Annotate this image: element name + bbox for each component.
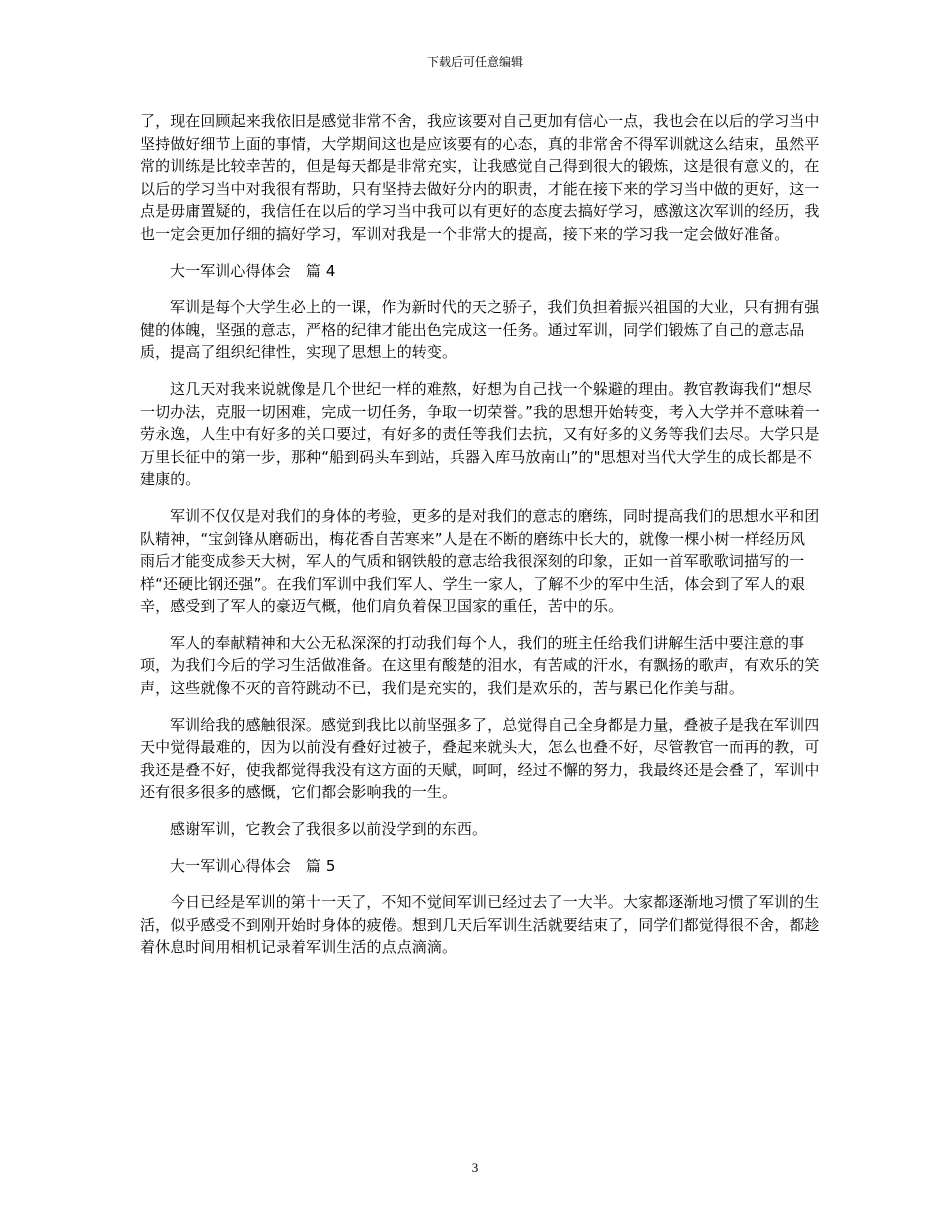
section-heading: 大一军训心得体会 篇 4	[170, 261, 336, 280]
paragraph: 今日已经是军训的第十一天了，不知不觉间军训已经过去了一大半。大家都逐渐地习惯了军训的生活，似乎感受不到刚开始时身体的疲倦。想到几天后军训生活就要结束了，同学们都觉得很不舍，都趁着休息时间用相机记录着军训生活的点点滴滴。	[140, 893, 820, 957]
paragraph: 了，现在回顾起来我依旧是感觉非常不舍，我应该要对自己更加有信心一点，我也会在以后的学习当中坚持做好细节上面的事情，大学期间这也是应该要有的心态，真的非常舍不得军训就这么结束，虽然平常的训练是比较幸苦的，但是每天都是非常充实，让我感觉自己得到很大的锻炼，这是很有意义的，在以后的学习当中对我很有帮助，只有坚持去做好分内的职责，才能在接下来的学习当中做的更好，这一点是毋庸置疑的，我信任在以后的学习当中我可以有更好的态度去搞好学习，感激这次军训的经历，我也一定会更加仔细的搞好学习，军训对我是一个非常大的提高，接下来的学习我一定会做好准备。	[140, 112, 820, 243]
paragraph: 这几天对我来说就像是几个世纪一样的难熬，好想为自己找一个躲避的理由。教官教诲我们“想尽一切办法，克服一切困难，完成一切任务，争取一切荣誉。”我的思想开始转变，考入大学并不意味着一劳永逸，人生中有好多的关口要过，有好多的责任等我们去抗，又有好多的义务等我们去尽。大学只是万里长征中的第一步，那种“船到码头车到站，兵器入库马放南山”的"思想对当代大学生的成长都是不建康的。	[140, 379, 820, 489]
paragraph: 军训不仅仅是对我们的身体的考验，更多的是对我们的意志的磨练，同时提高我们的思想水平和团队精神，“宝剑锋从磨砺出，梅花香自苦寒来”人是在不断的磨练中长大的，就像一棵小树一样经历风雨后才能变成参天大树，军人的气质和钢铁般的意志给我很深刻的印象，正如一首军歌歌词描写的一样“还硬比钢还强”。在我们军训中我们军人、学生一家人，了解不少的军中生活，体会到了军人的艰辛，感受到了军人的豪迈气概，他们肩负着保卫国家的重任，苦中的乐。	[140, 506, 820, 616]
page-number: 3	[471, 1160, 479, 1175]
section-heading: 大一军训心得体会 篇 5	[170, 856, 336, 875]
paragraph: 军人的奉献精神和大公无私深深的打动我们每个人，我们的班主任给我们讲解生活中要注意的事项，为我们今后的学习生活做准备。在这里有酸楚的泪水，有苦咸的汗水，有飘扬的歌声，有欢乐的笑声，这些就像不灭的音符跳动不已，我们是充实的，我们是欢乐的，苦与累已化作美与甜。	[140, 633, 820, 698]
paragraph: 感谢军训，它教会了我很多以前没学到的东西。	[170, 820, 488, 839]
document-body	[140, 110, 820, 973]
paragraph: 军训给我的感触很深。感觉到我比以前坚强多了，总觉得自己全身都是力量，叠被子是我在军训四天中觉得最难的，因为以前没有叠好过被子，叠起来就头大，怎么也叠不好，尽管教官一而再的教，可我还是叠不好，使我都觉得我没有这方面的天赋，呵呵，经过不懈的努力，我最终还是会叠了，军训中还有很多很多的感慨，它们都会影响我的一生。	[140, 715, 820, 802]
page-header: 下载后可任意编辑	[426, 55, 523, 69]
paragraph: 军训是每个大学生必上的一课，作为新时代的天之骄子，我们负担着振兴祖国的大业，只有拥有强健的体魄，坚强的意志，严格的纪律才能出色完成这一任务。通过军训，同学们锻炼了自己的意志品质，提高了组织纪律性，实现了思想上的转变。	[140, 298, 820, 362]
